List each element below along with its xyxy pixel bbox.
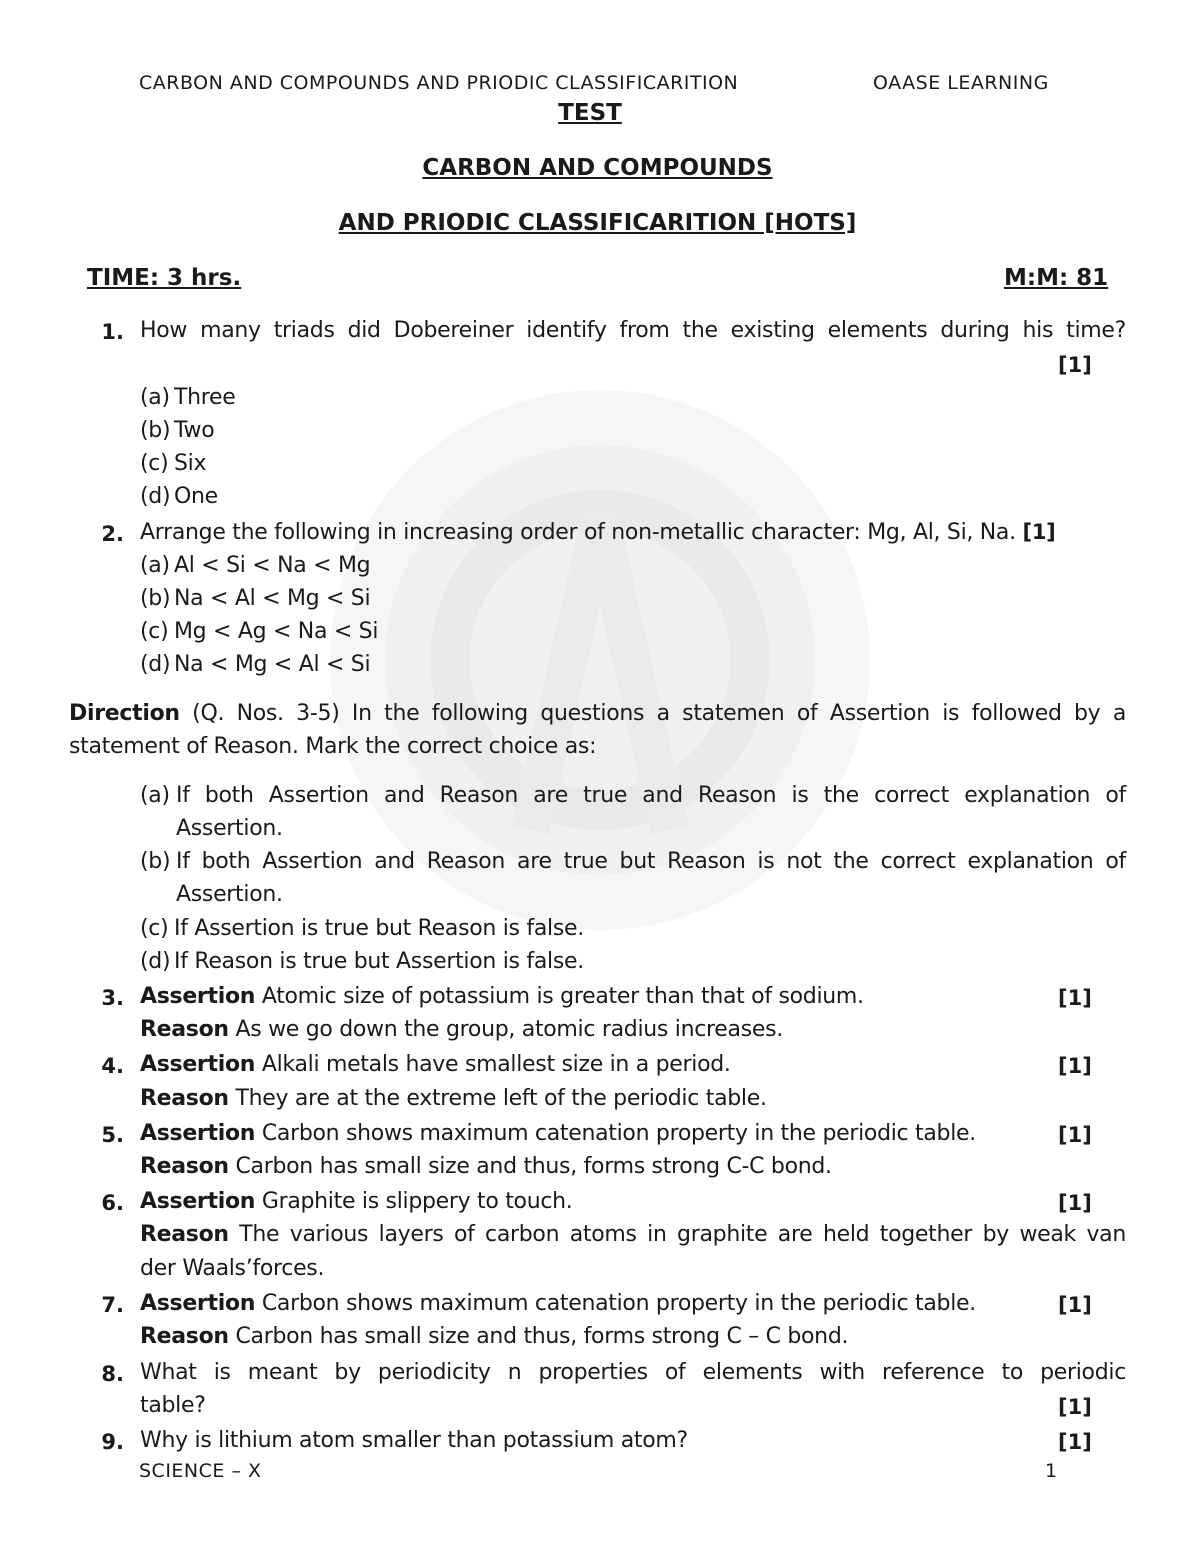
q4-assertion: Assertion Alkali metals have smallest size in a period. xyxy=(140,1052,731,1077)
direction-line2: statement of Reason. Mark the correct choice as: xyxy=(69,734,597,759)
direction-option-a-line2: Assertion. xyxy=(176,816,283,841)
q5-number: 5. xyxy=(101,1123,124,1147)
q1-option-b: (b) Two xyxy=(140,418,215,443)
q7-mark: [1] xyxy=(1058,1293,1092,1317)
q1-option-c: (c) Six xyxy=(140,451,207,476)
q3-number: 3. xyxy=(101,986,124,1010)
q9-text: Why is lithium atom smaller than potassium atom? xyxy=(140,1428,688,1453)
direction-option-a-label: (a) xyxy=(140,783,170,808)
direction-label: Direction xyxy=(69,701,180,726)
q2-option-c: (c) Mg < Ag < Na < Si xyxy=(140,619,379,644)
q7-assertion: Assertion Carbon shows maximum catenation property in the periodic table. xyxy=(140,1291,976,1316)
q6-assertion: Assertion Graphite is slippery to touch. xyxy=(140,1189,573,1214)
header-right: OAASE LEARNING xyxy=(873,72,1049,94)
footer-left: SCIENCE – X xyxy=(139,1460,262,1482)
direction-option-b-line2: Assertion. xyxy=(176,882,283,907)
q9-mark: [1] xyxy=(1058,1430,1092,1454)
q2-number: 2. xyxy=(101,522,124,546)
direction-line1: Direction (Q. Nos. 3-5) In the following questions a statemen of Assertion is followed by a xyxy=(69,701,1126,726)
q8-line1: What is meant by periodicity n properties of elements with reference to periodic xyxy=(140,1360,1126,1385)
q7-reason: Reason Carbon has small size and thus, forms strong C – C bond. xyxy=(140,1324,849,1349)
title-test: TEST xyxy=(558,100,622,126)
q7-number: 7. xyxy=(101,1293,124,1317)
direction-option-c: (c) If Assertion is true but Reason is false. xyxy=(140,916,584,941)
q6-number: 6. xyxy=(101,1191,124,1215)
q9-number: 9. xyxy=(101,1430,124,1454)
q8-line2: table? xyxy=(140,1393,206,1418)
q2-option-d: (d) Na < Mg < Al < Si xyxy=(140,652,371,677)
header-left: CARBON AND COMPOUNDS AND PRIODIC CLASSIFICARITION xyxy=(139,72,739,94)
q2-mark: [1] xyxy=(1022,520,1056,544)
q2-text: Arrange the following in increasing order of non-metallic character: Mg, Al, Si, Na. [1] xyxy=(140,520,1056,545)
q2-option-a: (a) Al < Si < Na < Mg xyxy=(140,553,371,578)
q3-reason: Reason As we go down the group, atomic radius increases. xyxy=(140,1017,783,1042)
q5-reason: Reason Carbon has small size and thus, forms strong C-C bond. xyxy=(140,1154,832,1179)
q6-reason-line2: der Waals’forces. xyxy=(140,1256,325,1281)
page-number: 1 xyxy=(1045,1460,1058,1482)
q5-assertion: Assertion Carbon shows maximum catenation property in the periodic table. xyxy=(140,1121,976,1146)
q1-option-a: (a) Three xyxy=(140,385,236,410)
q4-reason: Reason They are at the extreme left of the periodic table. xyxy=(140,1086,767,1111)
max-marks: M:M: 81 xyxy=(1004,265,1109,291)
q8-mark: [1] xyxy=(1058,1395,1092,1419)
q4-mark: [1] xyxy=(1058,1054,1092,1078)
q6-mark: [1] xyxy=(1058,1191,1092,1215)
q1-option-d: (d) One xyxy=(140,484,218,509)
direction-option-b-line1: If both Assertion and Reason are true but Reason is not the correct explanation of xyxy=(176,849,1126,874)
q2-option-b: (b) Na < Al < Mg < Si xyxy=(140,586,371,611)
time-label: TIME: 3 hrs. xyxy=(87,265,242,291)
q5-mark: [1] xyxy=(1058,1123,1092,1147)
q6-reason: Reason The various layers of carbon atoms in graphite are held together by weak van xyxy=(140,1222,1127,1247)
q4-number: 4. xyxy=(101,1054,124,1078)
direction-option-d: (d) If Reason is true but Assertion is false. xyxy=(140,949,584,974)
q1-mark: [1] xyxy=(1058,353,1092,377)
q3-mark: [1] xyxy=(1058,986,1092,1010)
direction-option-a-line1: If both Assertion and Reason are true and Reason is the correct explanation of xyxy=(176,783,1126,808)
q1-text: How many triads did Dobereiner identify from the existing elements during his time? xyxy=(140,318,1126,343)
title-line1: CARBON AND COMPOUNDS xyxy=(422,155,773,181)
q3-assertion: Assertion Atomic size of potassium is greater than that of sodium. xyxy=(140,984,864,1009)
direction-option-b-label: (b) xyxy=(140,849,171,874)
q8-number: 8. xyxy=(101,1362,124,1386)
q1-number: 1. xyxy=(101,320,124,344)
title-line2: AND PRIODIC CLASSIFICARITION [HOTS] xyxy=(338,210,857,236)
